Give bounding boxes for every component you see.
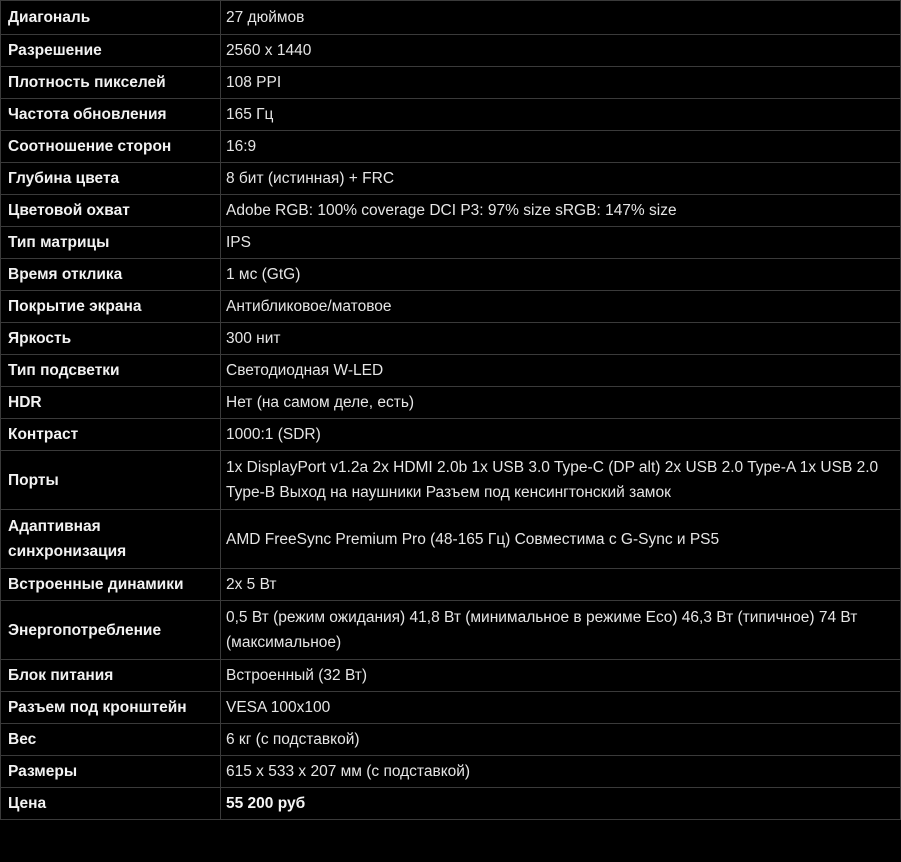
table-row [1, 35, 901, 67]
spec-label-contrast: Контраст [1, 419, 221, 451]
table-row [1, 131, 901, 163]
spec-value-adaptive-sync: AMD FreeSync Premium Pro (48-165 Гц) Совместима с G-Sync и PS5 [221, 510, 901, 569]
spec-value-power-consumption: 0,5 Вт (режим ожидания) 41,8 Вт (минимальное в режиме Eco) 46,3 Вт (типичное) 74 Вт (максимальное) [221, 601, 901, 660]
spec-value-color-depth: 8 бит (истинная) + FRC [221, 163, 901, 195]
spec-label-diagonal: Диагональ [1, 1, 221, 35]
spec-value-resolution: 2560 x 1440 [221, 35, 901, 67]
spec-value-dimensions: 615 x 533 x 207 мм (с подставкой) [221, 756, 901, 788]
table-row [1, 259, 901, 291]
spec-label-speakers: Встроенные динамики [1, 569, 221, 601]
spec-label-resolution: Разрешение [1, 35, 221, 67]
table-row [1, 99, 901, 131]
spec-label-hdr: HDR [1, 387, 221, 419]
table-row [1, 692, 901, 724]
table-row [1, 291, 901, 323]
spec-value-brightness: 300 нит [221, 323, 901, 355]
spec-label-color-gamut: Цветовой охват [1, 195, 221, 227]
spec-label-dimensions: Размеры [1, 756, 221, 788]
table-row [1, 788, 901, 820]
spec-value-power-supply: Встроенный (32 Вт) [221, 660, 901, 692]
spec-value-pixel-density: 108 PPI [221, 67, 901, 99]
spec-label-panel-type: Тип матрицы [1, 227, 221, 259]
spec-label-ports: Порты [1, 451, 221, 510]
spec-value-response-time: 1 мс (GtG) [221, 259, 901, 291]
table-row [1, 163, 901, 195]
spec-label-pixel-density: Плотность пикселей [1, 67, 221, 99]
spec-label-color-depth: Глубина цвета [1, 163, 221, 195]
spec-value-contrast: 1000:1 (SDR) [221, 419, 901, 451]
spec-value-speakers: 2x 5 Вт [221, 569, 901, 601]
table-row [1, 1, 901, 35]
table-row [1, 195, 901, 227]
table-row [1, 451, 901, 510]
spec-label-backlight: Тип подсветки [1, 355, 221, 387]
spec-label-refresh-rate: Частота обновления [1, 99, 221, 131]
table-row [1, 67, 901, 99]
table-row [1, 227, 901, 259]
spec-value-backlight: Светодиодная W-LED [221, 355, 901, 387]
table-row [1, 660, 901, 692]
table-row [1, 756, 901, 788]
spec-value-weight: 6 кг (с подставкой) [221, 724, 901, 756]
spec-label-price: Цена [1, 788, 221, 820]
spec-label-aspect-ratio: Соотношение сторон [1, 131, 221, 163]
spec-value-mount: VESA 100x100 [221, 692, 901, 724]
table-row [1, 601, 901, 660]
table-row [1, 355, 901, 387]
spec-value-panel-type: IPS [221, 227, 901, 259]
spec-label-power-consumption: Энергопотребление [1, 601, 221, 660]
spec-value-aspect-ratio: 16:9 [221, 131, 901, 163]
spec-value-refresh-rate: 165 Гц [221, 99, 901, 131]
table-row [1, 387, 901, 419]
table-row [1, 724, 901, 756]
table-row [1, 419, 901, 451]
spec-label-adaptive-sync: Адаптивная синхронизация [1, 510, 221, 569]
spec-label-mount: Разъем под кронштейн [1, 692, 221, 724]
table-row [1, 569, 901, 601]
spec-value-color-gamut: Adobe RGB: 100% coverage DCI P3: 97% size sRGB: 147% size [221, 195, 901, 227]
spec-label-screen-coating: Покрытие экрана [1, 291, 221, 323]
spec-value-hdr: Нет (на самом деле, есть) [221, 387, 901, 419]
spec-value-diagonal: 27 дюймов [221, 1, 901, 35]
spec-label-power-supply: Блок питания [1, 660, 221, 692]
spec-label-response-time: Время отклика [1, 259, 221, 291]
spec-value-price: 55 200 руб [221, 788, 901, 820]
table-row [1, 510, 901, 569]
spec-value-ports: 1x DisplayPort v1.2a 2x HDMI 2.0b 1x USB 3.0 Type-C (DP alt) 2x USB 2.0 Type-A 1x USB 2.0 Type-B Выход на наушники Разъем под кенсингтонский замок [221, 451, 901, 510]
table-row [1, 323, 901, 355]
spec-label-brightness: Яркость [1, 323, 221, 355]
spec-value-screen-coating: Антибликовое/матовое [221, 291, 901, 323]
spec-label-weight: Вес [1, 724, 221, 756]
